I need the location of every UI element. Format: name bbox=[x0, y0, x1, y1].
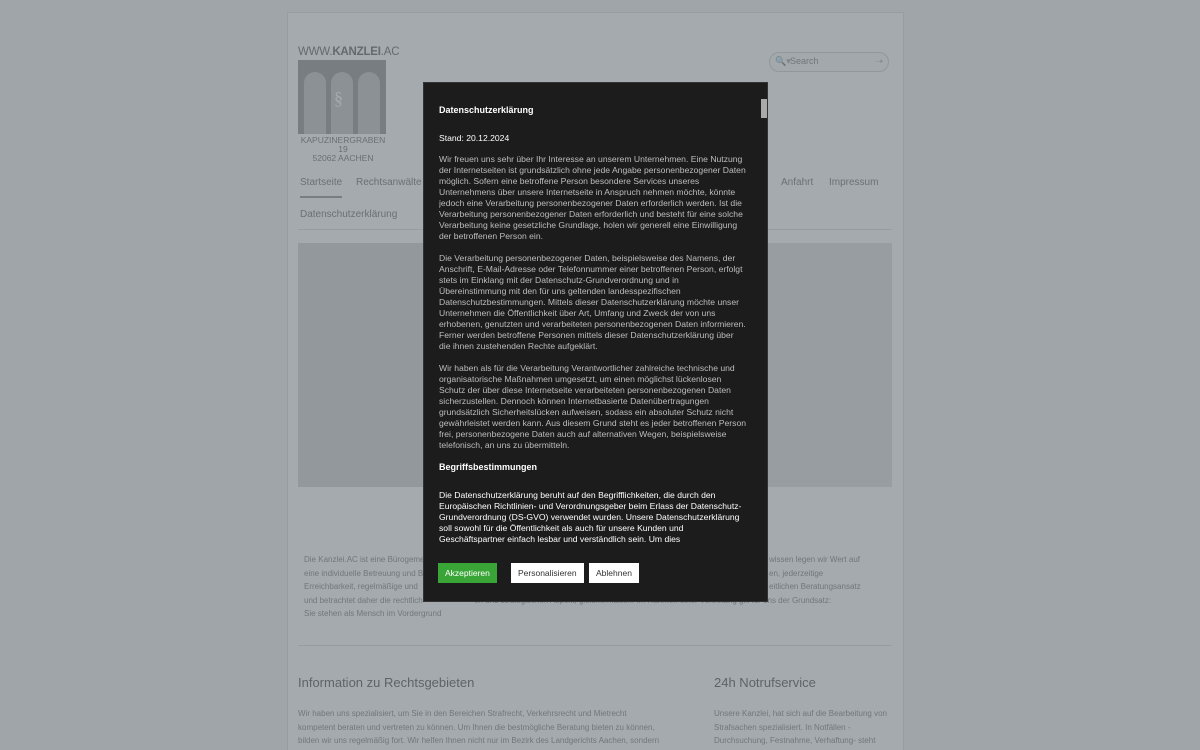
personalize-button[interactable]: Personalisieren bbox=[511, 563, 584, 583]
modal-scrollbar[interactable] bbox=[761, 99, 767, 118]
modal-paragraph: Wir freuen uns sehr über Ihr Interesse an unserem Unternehmen. Eine Nutzung der Internetseiten ist grundsätzlich ohne jede Angabe personenbezogener Daten möglich. Sofern eine betroffene Person besondere Services unseres Unternehmens über unsere Internetseite in Anspruch nehmen möchte, könnte jedoch eine Verarbeitung personenbezogener Daten erforderlich werden. Ist die Verarbeitung personenbezogener Daten erforderlich und besteht für eine solche Verarbeitung keine gesetzliche Grundlage, holen wir generell eine Einwilligung der betroffenen Person ein. bbox=[439, 154, 746, 241]
modal-subheading: Begriffsbestimmungen bbox=[439, 462, 538, 472]
modal-paragraph: Die Datenschutzerklärung beruht auf den Begrifflichkeiten, die durch den Europäischen Richtlinien- und Verordnungsgeber beim Erlass der Datenschutz-Grundverordnung (DS-GVO) verwendet wurden. Unsere Datenschutzerklärung soll sowohl für die Öffentlichkeit als auch für unsere Kunden und Geschäftspartner einfach lesbar und verständlich sein. Um dies bbox=[439, 490, 742, 544]
modal-stand-date: Stand: 20.12.2024 bbox=[439, 133, 510, 143]
accept-button[interactable]: Akzeptieren bbox=[438, 563, 497, 583]
privacy-modal bbox=[423, 82, 768, 602]
privacy-modal-content[interactable] bbox=[439, 105, 747, 553]
modal-paragraph: Die Verarbeitung personenbezogener Daten, beispielsweise des Namens, der Anschrift, E-Mail-Adresse oder Telefonnummer einer betroffenen Person, erfolgt stets im Einklang mit der Datenschutz-Grundverordnung und in Übereinstimmung mit den für uns geltenden landesspezifischen Datenschutzbestimmungen. Mittels dieser Datenschutzerklärung möchte unser Unternehmen die Öffentlichkeit über Art, Umfang und Zweck der von uns erhobenen, genutzten und verarbeiteten personenbezogenen Daten informieren. Ferner werden betroffene Personen mittels dieser Datenschutzerklärung über die ihnen zustehenden Rechte aufgeklärt. bbox=[439, 253, 746, 351]
modal-paragraph: Wir haben als für die Verarbeitung Verantwortlicher zahlreiche technische und organisatorische Maßnahmen umgesetzt, um einen möglichst lückenlosen Schutz der über diese Internetseite verarbeiteten personenbezogenen Daten sicherzustellen. Dennoch können Internetbasierte Datenübertragungen grundsätzlich Sicherheitslücken aufweisen, sodass ein absoluter Schutz nicht gewährleistet werden kann. Aus diesem Grund steht es jeder betroffenen Person frei, personenbezogene Daten auch auf alternativen Wegen, beispielsweise telefonisch, an uns zu übermitteln. bbox=[439, 363, 747, 450]
modal-title: Datenschutzerklärung bbox=[439, 105, 534, 115]
decline-button[interactable]: Ablehnen bbox=[589, 563, 639, 583]
